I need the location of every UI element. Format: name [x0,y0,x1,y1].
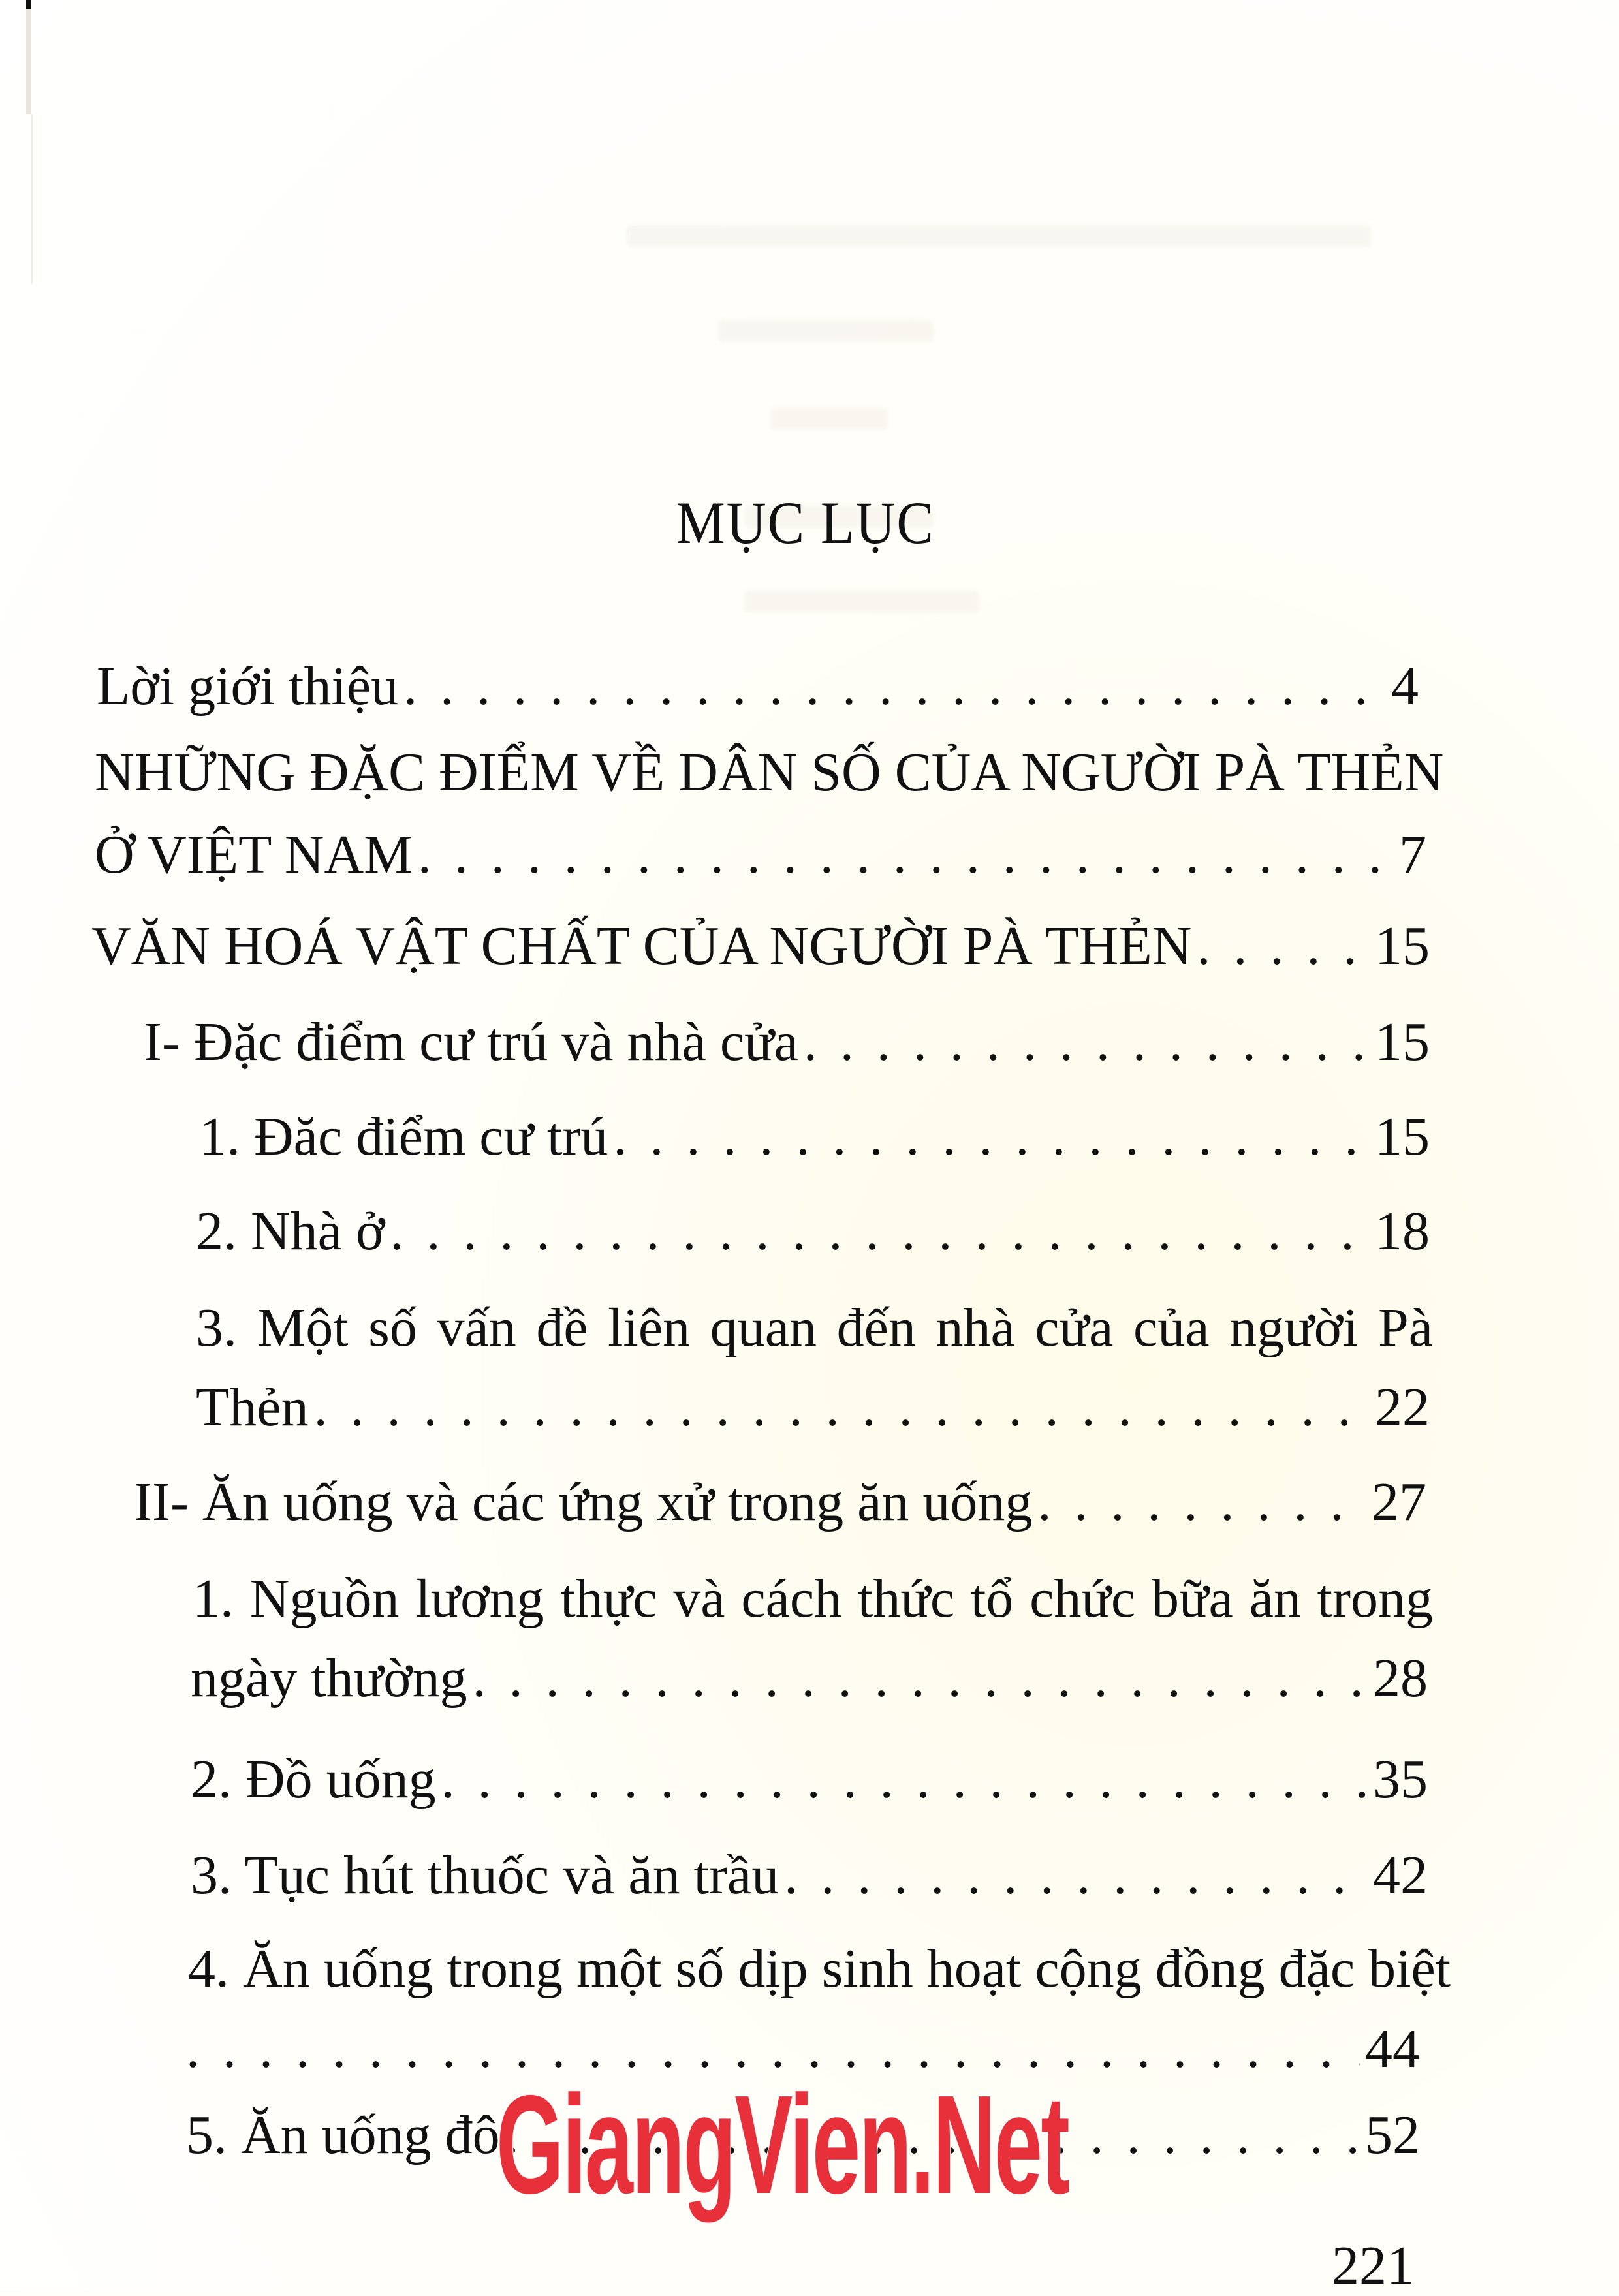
toc-entry-page: 4 [1391,656,1419,717]
toc-entry-label: 2. Nhà ở [196,1201,385,1262]
toc-entry-label-continued: ngày thường [191,1648,467,1709]
toc-entry-page: 35 [1373,1749,1428,1810]
dot-leader [1197,919,1370,974]
scan-edge-mark [26,0,31,114]
toc-entry-label: NHỮNG ĐẶC ĐIỂM VỀ DÂN SỐ CỦA NGƯỜI PÀ THẺN [95,742,1444,803]
toc-entry-label: Lời giới thiệu [97,656,399,717]
toc-entry[interactable] [144,1012,1430,1072]
dot-leader [418,828,1394,882]
toc-entry-label-continued: Ở VIỆT NAM [95,824,413,885]
dot-leader [441,1752,1368,1807]
dot-leader [390,1204,1370,1259]
toc-entry[interactable] [196,1297,1433,1358]
toc-entry-page: 28 [1373,1648,1428,1709]
dot-leader [314,1380,1370,1435]
dot-leader [473,1651,1368,1706]
dot-leader [1037,1475,1366,1530]
toc-entry-label: 1. Đăc điểm cư trú [199,1106,608,1167]
dot-leader [804,1015,1370,1070]
toc-entry-label: 2. Đồ uống [191,1749,436,1810]
bleed-through-text [770,408,888,430]
toc-entry[interactable] [199,1106,1430,1167]
toc-entry[interactable] [97,656,1419,717]
toc-entry-page: 15 [1375,1012,1430,1072]
toc-entry-page: 15 [1375,916,1430,976]
toc-entry-label: VĂN HOÁ VẬT CHẤT CỦA NGƯỜI PÀ THẺN [91,916,1192,976]
page-title: MỤC LỤC [676,489,935,556]
toc-entry-page: 42 [1373,1845,1428,1906]
scan-edge-line [31,114,33,284]
watermark-logo: GiangVien.Net [496,2066,1069,2223]
toc-entry-label: 4. Ăn uống trong một số dịp sinh hoạt cộng đồng đặc biệt [188,1938,1451,1999]
toc-entry[interactable] [193,1568,1433,1629]
toc-entry-label-continued: Thẻn [196,1377,309,1438]
toc-entry-page: 15 [1375,1106,1430,1167]
toc-entry-label: 5. Ăn uống đô [186,2105,500,2165]
toc-entry-page: 22 [1375,1377,1430,1438]
toc-entry[interactable] [196,1201,1430,1262]
toc-entry[interactable] [134,1472,1426,1532]
bleed-through-text [627,225,1371,247]
toc-entry-continuation[interactable] [196,1377,1430,1438]
toc-entry-page: 27 [1372,1472,1426,1532]
toc-entry-continuation[interactable] [191,1648,1428,1709]
toc-entry-label: 1. Nguồn lương thực và cách thức tổ chức bữa ăn trong [193,1568,1433,1629]
toc-entry[interactable] [191,1845,1428,1906]
toc-entry-page: 44 [1365,2019,1420,2079]
toc-entry-label: II- Ăn uống và các ứng xử trong ăn uống [134,1472,1033,1532]
dot-leader [613,1109,1370,1164]
page-number: 221 [1332,2235,1414,2296]
bleed-through-text [718,320,934,342]
dot-leader [403,659,1386,714]
toc-entry-page: 18 [1375,1201,1430,1262]
toc-entry[interactable] [188,1938,1451,1999]
dot-leader [784,1848,1368,1903]
toc-entry-label: 3. Tục hút thuốc và ăn trầu [191,1845,779,1906]
toc-entry[interactable] [95,742,1444,803]
toc-entry-continuation[interactable] [95,824,1426,885]
toc-entry-page: 52 [1365,2105,1420,2165]
bleed-through-text [744,591,979,613]
toc-entry-label: 3. Một số vấn đề liên quan đến nhà cửa của người Pà [196,1297,1433,1358]
toc-entry-label: I- Đặc điểm cư trú và nhà cửa [144,1012,798,1072]
toc-entry-page: 7 [1399,824,1426,885]
toc-entry[interactable] [91,916,1430,976]
toc-entry[interactable] [191,1749,1428,1810]
